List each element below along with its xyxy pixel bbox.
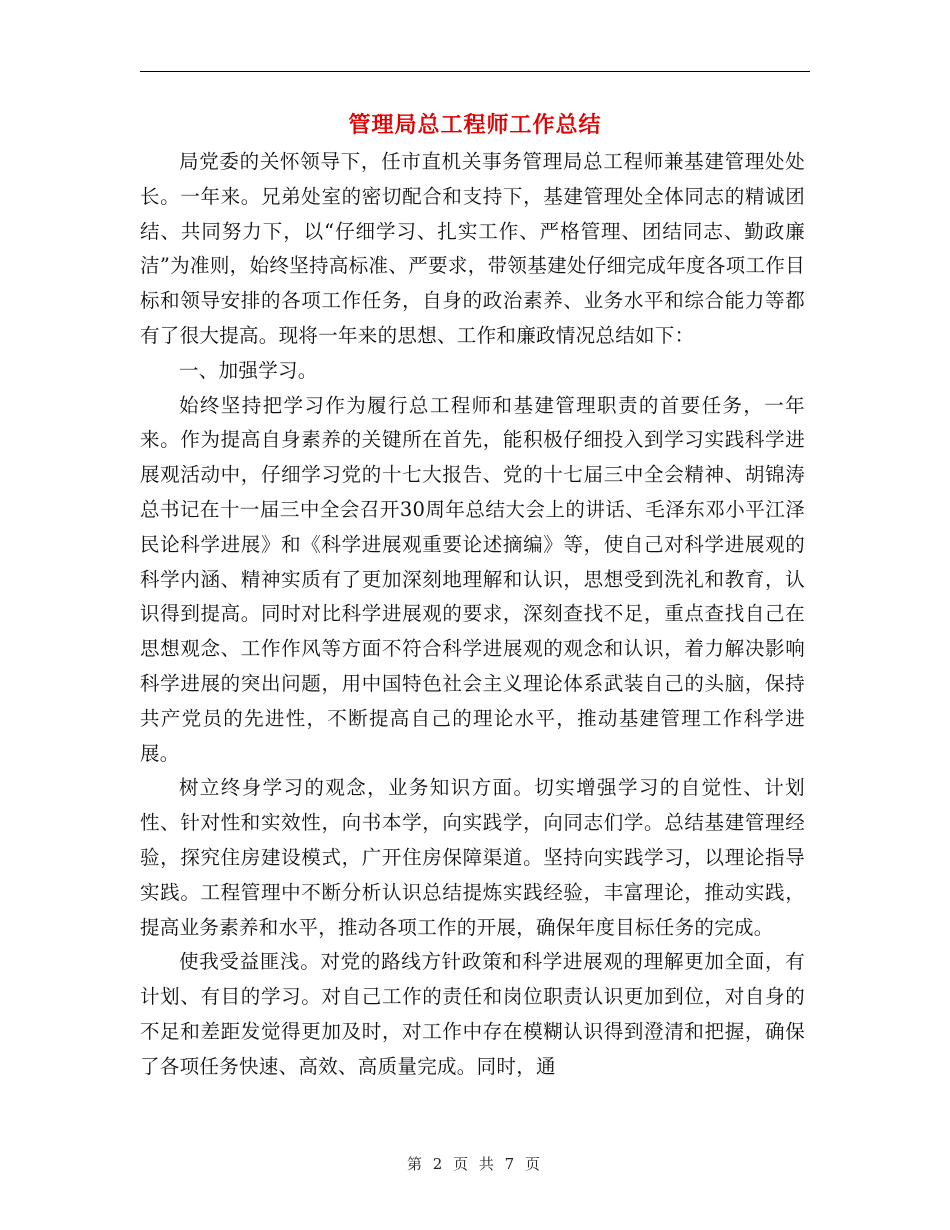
section-heading-study: 一、加强学习。: [179, 358, 318, 382]
paragraph-intro: 局党委的关怀领导下，任市直机关事务管理局总工程师兼基建管理处处长。一年来。兄弟处室的密切配合和支持下，基建管理处全体同志的精诚团结、共同努力下，以“仔细学习、扎实工作、严格管理、团结同志、勤政廉洁”为准则，始终坚持高标准、严要求，带领基建处仔细完成年度各项工作目标和领导安排的各项工作任务，自身的政治素养、业务水平和综合能力等都有了很大提高。现将一年来的思想、工作和廉政情况总结如下：: [140, 150, 805, 347]
document-body: [140, 145, 805, 1085]
paragraph-study-theory: 始终坚持把学习作为履行总工程师和基建管理职责的首要任务，一年来。作为提高自身素养的关键所在首先，能积极仔细投入到学习实践科学进展观活动中，仔细学习党的十七大报告、党的十七届三中全会精神、胡锦涛总书记在十一届三中全会召开30周年总结大会上的讲话、毛泽东邓小平江泽民论科学进展》和《科学进展观重要论述摘编》等，使自己对科学进展观的科学内涵、精神实质有了更加深刻地理解和认识，思想受到洗礼和教育，认识得到提高。同时对比科学进展观的要求，深刻查找不足，重点查找自己在思想观念、工作作风等方面不符合科学进展观的观念和认识，着力解决影响科学进展的突出问题，用中国特色社会主义理论体系武装自己的头脑，保持共产党员的先进性，不断提高自己的理论水平，推动基建管理工作科学进展。: [140, 393, 805, 765]
document-title: 管理局总工程师工作总结: [348, 112, 602, 138]
page-number-footer: 第 2 页 共 7 页: [407, 1155, 543, 1173]
paragraph-lifelong-learning: 树立终身学习的观念，业务知识方面。切实增强学习的自觉性、计划性、针对性和实效性，向书本学，向实践学，向同志们学。总结基建管理经验，探究住房建设模式，广开住房保障渠道。坚持向实践学习，以理论指导实践。工程管理中不断分析认识总结提炼实践经验，丰富理论，推动实践，提高业务素养和水平，推动各项工作的开展，确保年度目标任务的完成。: [140, 776, 805, 939]
paragraph-benefits: 使我受益匪浅。对党的路线方针政策和科学进展观的理解更加全面，有计划、有目的学习。对自己工作的责任和岗位职责认识更加到位，对自身的不足和差距发觉得更加及时，对工作中存在模糊认识得到澄清和把握，确保了各项任务快速、高效、高质量完成。同时，通: [140, 950, 805, 1078]
header-rule: [140, 71, 810, 72]
